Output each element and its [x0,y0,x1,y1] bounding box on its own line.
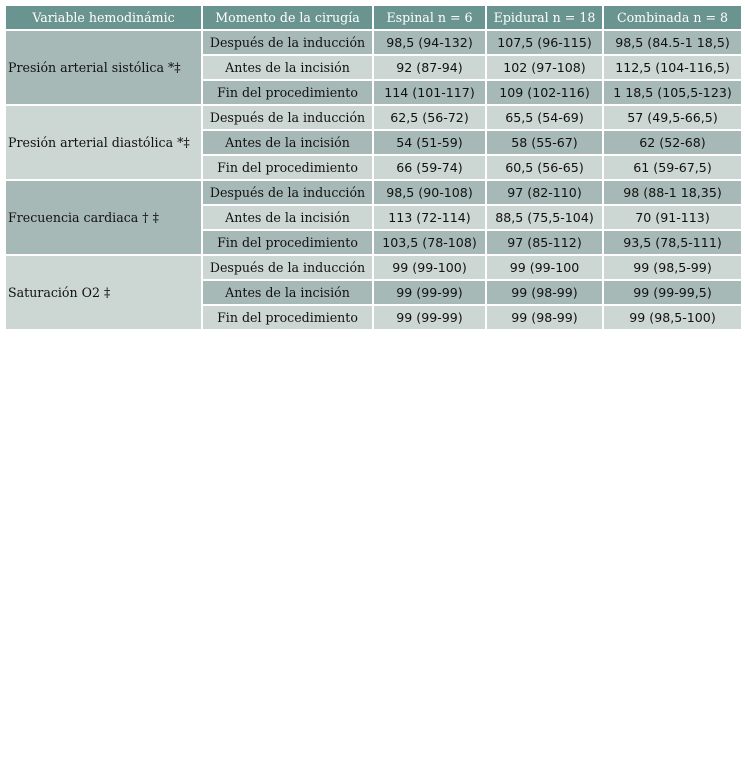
table-row [6,31,741,54]
epidural-cell: 109 (102-116) [487,81,602,104]
moment-cell: Después de la inducción [203,31,372,54]
espinal-cell: 103,5 (78-108) [374,231,485,254]
espinal-cell: 99 (99-99) [374,306,485,329]
espinal-cell: 66 (59-74) [374,156,485,179]
espinal-cell: 62,5 (56-72) [374,106,485,129]
epidural-cell: 97 (85-112) [487,231,602,254]
combinada-cell: 99 (98,5-100) [604,306,741,329]
epidural-cell: 97 (82-110) [487,181,602,204]
variable-cell: Presión arterial sistólica *‡ [6,31,201,104]
header-epidural: Epidural n = 18 [487,6,602,29]
combinada-cell: 112,5 (104-116,5) [604,56,741,79]
epidural-cell: 58 (55-67) [487,131,602,154]
espinal-cell: 113 (72-114) [374,206,485,229]
epidural-cell: 99 (98-99) [487,281,602,304]
moment-cell: Fin del procedimiento [203,231,372,254]
epidural-cell: 60,5 (56-65) [487,156,602,179]
moment-cell: Antes de la incisión [203,56,372,79]
epidural-cell: 99 (99-100 [487,256,602,279]
header-row [6,6,741,29]
espinal-cell: 99 (99-100) [374,256,485,279]
combinada-cell: 98,5 (84.5-1 18,5) [604,31,741,54]
combinada-cell: 98 (88-1 18,35) [604,181,741,204]
moment-cell: Fin del procedimiento [203,81,372,104]
moment-cell: Antes de la incisión [203,206,372,229]
combinada-cell: 93,5 (78,5-111) [604,231,741,254]
moment-cell: Fin del procedimiento [203,156,372,179]
combinada-cell: 99 (98,5-99) [604,256,741,279]
header-combinada: Combinada n = 8 [604,6,741,29]
espinal-cell: 98,5 (90-108) [374,181,485,204]
variable-cell: Frecuencia cardiaca † ‡ [6,181,201,254]
combinada-cell: 57 (49,5-66,5) [604,106,741,129]
epidural-cell: 88,5 (75,5-104) [487,206,602,229]
combinada-cell: 99 (99-99,5) [604,281,741,304]
epidural-cell: 99 (98-99) [487,306,602,329]
espinal-cell: 114 (101-117) [374,81,485,104]
variable-cell: Presión arterial diastólica *‡ [6,106,201,179]
espinal-cell: 99 (99-99) [374,281,485,304]
combinada-cell: 61 (59-67,5) [604,156,741,179]
epidural-cell: 102 (97-108) [487,56,602,79]
header-moment: Momento de la cirugía [203,6,372,29]
combinada-cell: 1 18,5 (105,5-123) [604,81,741,104]
moment-cell: Fin del procedimiento [203,306,372,329]
epidural-cell: 65,5 (54-69) [487,106,602,129]
espinal-cell: 92 (87-94) [374,56,485,79]
epidural-cell: 107,5 (96-115) [487,31,602,54]
espinal-cell: 54 (51-59) [374,131,485,154]
header-espinal: Espinal n = 6 [374,6,485,29]
espinal-cell: 98,5 (94-132) [374,31,485,54]
moment-cell: Después de la inducción [203,106,372,129]
moment-cell: Antes de la incisión [203,281,372,304]
hemodynamic-variables-table [4,4,743,331]
moment-cell: Después de la inducción [203,181,372,204]
moment-cell: Después de la inducción [203,256,372,279]
moment-cell: Antes de la incisión [203,131,372,154]
combinada-cell: 62 (52-68) [604,131,741,154]
table-row [6,181,741,204]
table-row [6,106,741,129]
variable-cell: Saturación O2 ‡ [6,256,201,329]
header-variable: Variable hemodinámic [6,6,201,29]
combinada-cell: 70 (91-113) [604,206,741,229]
table-row [6,256,741,279]
